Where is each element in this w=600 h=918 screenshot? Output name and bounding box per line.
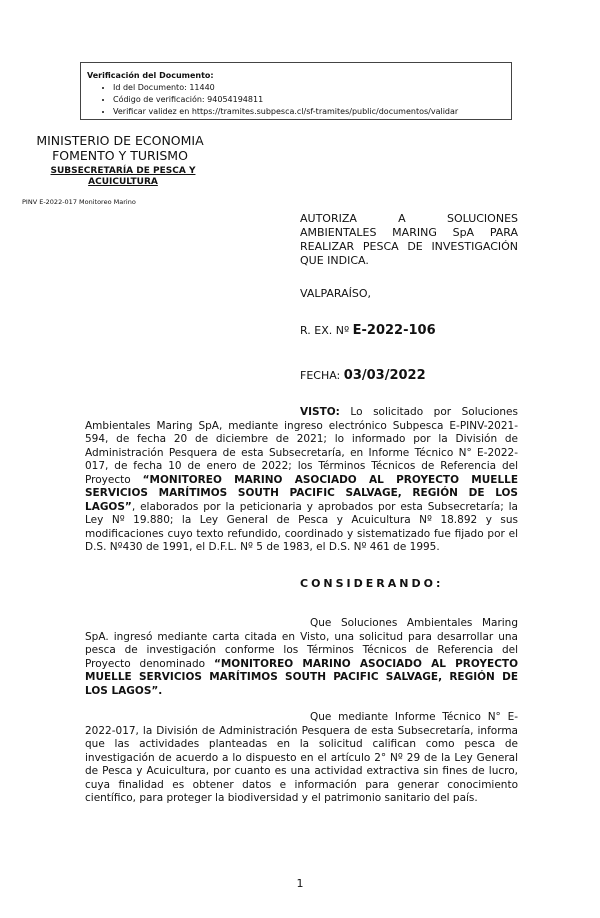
considerando-heading: CONSIDERANDO:	[300, 577, 444, 590]
resolution-number	[300, 323, 436, 338]
visto-label: VISTO:	[300, 406, 340, 418]
resolution-label: R. EX. Nº	[300, 324, 350, 337]
ministry-line-2: FOMENTO Y TURISMO	[52, 148, 188, 163]
page-number: 1	[296, 877, 304, 890]
considerando-paragraph-1	[85, 617, 518, 698]
visto-paragraph	[85, 406, 518, 555]
verification-code: • Código de verificación: 94054194811	[113, 94, 505, 106]
subsecretaria-line-2: ACUICULTURA	[88, 177, 158, 187]
considerando-paragraph-2: Que mediante Informe Técnico N° E-2022-017, la División de Administración Pesquera de esta Subsecretaría, informa que las actividades planteadas en la solicitud califican como pesca de investigación de acuerdo a lo dispuesto en el artículo 2° Nº 29 de la Ley General de Pesca y Acuicultura, por cuanto es una actividad extractiva sin fines de lucro, cuya finalidad es obtener datos e información para generar conocimiento científico, para proteger la biodiversidad y el patrimonio sanitario del país.	[85, 711, 518, 804]
considerando-1-text: Que Soluciones Ambientales Maring SpA. ingresó mediante carta citada en Visto, una solicitud para desarrollar una pesca de investigación conforme los Términos Técnicos de Referencia del Proyecto denominado	[85, 617, 518, 670]
resolution-date	[300, 368, 426, 383]
subsecretaria-name	[38, 166, 208, 188]
city: VALPARAÍSO,	[300, 287, 372, 300]
date-label: FECHA:	[300, 369, 341, 382]
visto-text-1: Lo solicitado por Soluciones Ambientales Maring SpA, mediante ingreso electrónico Subpesca E-PINV-2021-594, de fecha 20 de diciembre de 2021; lo informado por la División de Administración Pesquera de esta Subsecretaría, en Informe Técnico N° E-2022-017, de fecha 10 de enero de 2022; los Términos Técnicos de Referencia del Proyecto	[85, 406, 518, 486]
verification-url: • Verificar validez en https://tramites.subpesca.cl/sf-tramites/public/documentos/validar	[113, 106, 505, 118]
considerando-1-project-name: “MONITOREO MARINO ASOCIADO AL PROYECTO MUELLE SERVICIOS MARÍTIMOS SOUTH PACIFIC SALVAGE, REGIÓN DE LOS LAGOS”.	[85, 657, 518, 697]
subsecretaria-line-1: SUBSECRETARÍA DE PESCA Y	[50, 166, 196, 176]
ministry-name	[35, 133, 205, 163]
verification-list	[87, 82, 505, 118]
verification-box	[80, 62, 512, 120]
verification-title: Verificación del Documento:	[87, 71, 214, 80]
visto-text-2: , elaborados por la peticionaria y aprobados por esta Subsecretaría; la Ley Nº 19.880; la Ley General de Pesca y Acuicultura Nº 18.892 y sus modificaciones cuyo texto refundido, coordinado y sistematizado fue fijado por el D.S. Nº430 de 1991, el D.F.L. Nº 5 de 1983, el D.S. Nº 461 de 1995.	[85, 500, 518, 553]
authorization-summary: AUTORIZA A SOLUCIONES AMBIENTALES MARING SpA PARA REALIZAR PESCA DE INVESTIGACIÓN QUE INDICA.	[300, 212, 518, 267]
ministry-line-1: MINISTERIO DE ECONOMIA	[36, 133, 204, 148]
verification-document-id: • Id del Documento: 11440	[113, 82, 505, 94]
date-value: 03/03/2022	[343, 368, 426, 383]
visto-project-name: “MONITOREO MARINO ASOCIADO AL PROYECTO MUELLE SERVICIOS MARÍTIMOS SOUTH PACIFIC SALVAGE, REGIÓN DE LOS LAGOS”	[85, 473, 519, 513]
reference-code: PINV E-2022-017 Monitoreo Marino	[22, 198, 136, 206]
resolution-value: E-2022-106	[352, 323, 436, 338]
